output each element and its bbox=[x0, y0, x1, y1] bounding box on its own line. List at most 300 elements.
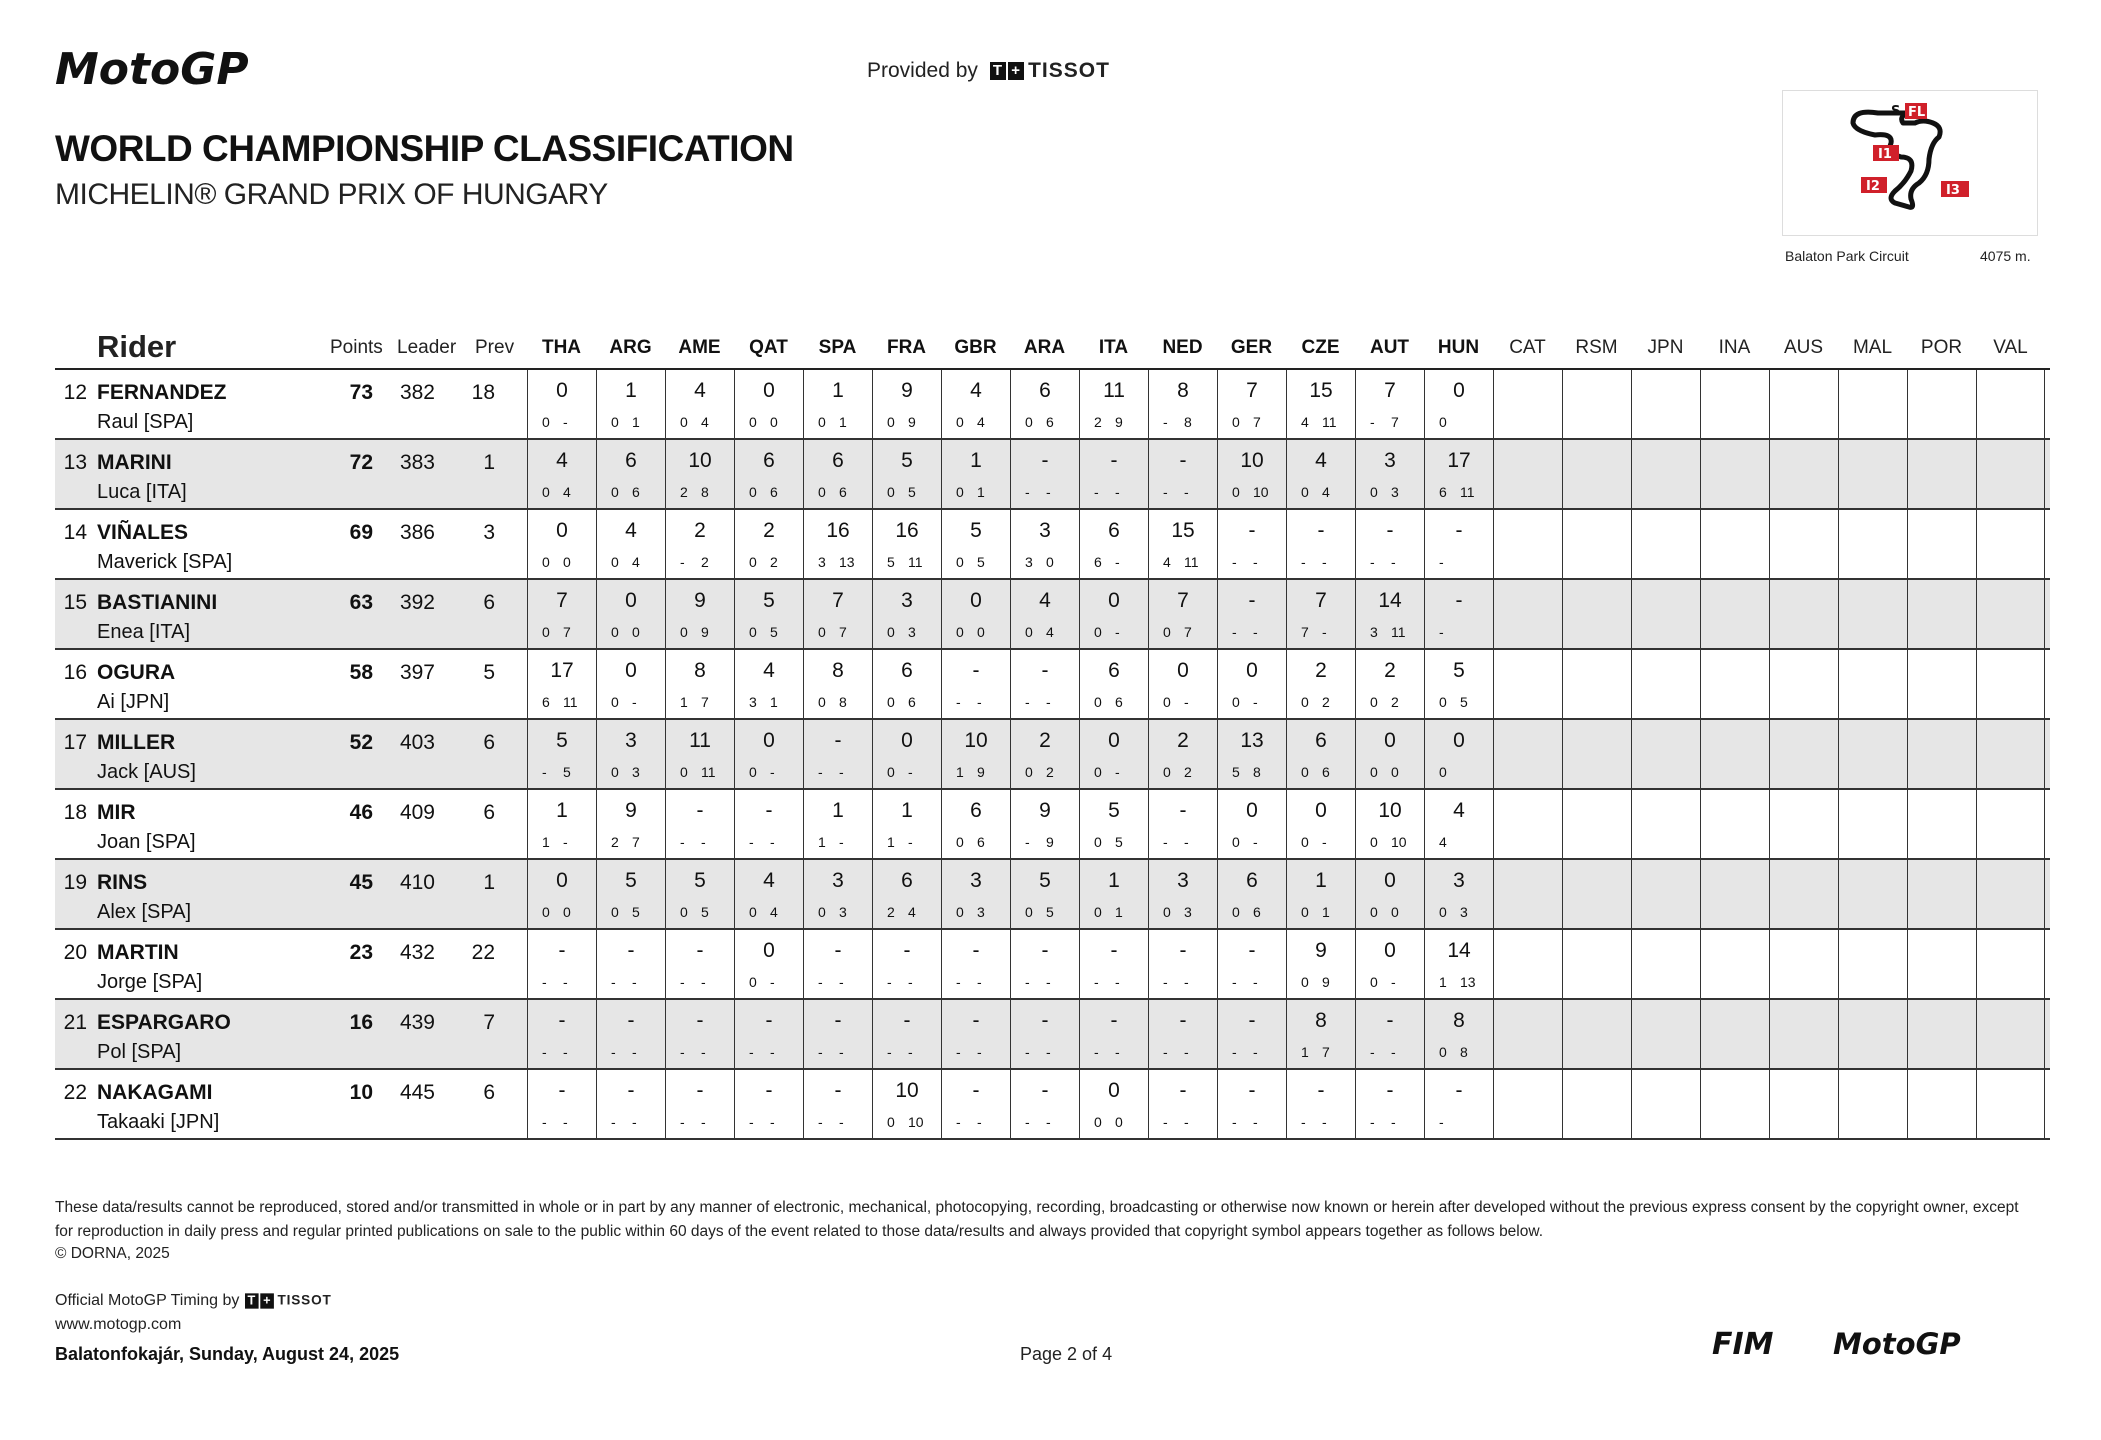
sprint-points: 4 bbox=[1301, 414, 1309, 430]
table-row bbox=[55, 720, 2050, 790]
race-cell-arg bbox=[596, 440, 665, 508]
race-points: - bbox=[1041, 659, 1049, 682]
race-only-points: - bbox=[632, 694, 637, 710]
race-points: 3 bbox=[832, 869, 844, 892]
race-cell-aus bbox=[1769, 930, 1838, 998]
race-points: 3 bbox=[1384, 449, 1396, 472]
race-only-points: 2 bbox=[701, 554, 709, 570]
race-only-points: 5 bbox=[563, 764, 571, 780]
race-only-points: - bbox=[1322, 834, 1327, 850]
race-points: 1 bbox=[1108, 869, 1120, 892]
race-cell-tha bbox=[527, 860, 596, 928]
rider-gap-leader: 403 bbox=[399, 731, 435, 754]
race-only-points: - bbox=[1391, 554, 1396, 570]
sprint-points: 0 bbox=[749, 904, 757, 920]
tissot-logo bbox=[990, 59, 1110, 83]
sprint-points: - bbox=[680, 974, 685, 990]
sprint-points: 0 bbox=[749, 764, 757, 780]
race-only-points: 6 bbox=[1115, 694, 1123, 710]
race-cell-arg bbox=[596, 580, 665, 648]
race-cell-gbr bbox=[941, 370, 1010, 438]
rider-gap-prev: 6 bbox=[483, 1081, 495, 1104]
race-cell-ger bbox=[1217, 930, 1286, 998]
race-only-points: 4 bbox=[770, 904, 778, 920]
motogp-logo-text: MotoGP bbox=[55, 44, 249, 94]
race-points: 1 bbox=[625, 379, 637, 402]
sprint-points: 6 bbox=[1439, 484, 1447, 500]
race-cell-ame bbox=[665, 930, 734, 998]
race-cell-ger bbox=[1217, 510, 1286, 578]
race-points: 9 bbox=[901, 379, 913, 402]
rider-points: 45 bbox=[349, 871, 373, 894]
race-cell-arg bbox=[596, 510, 665, 578]
race-cell-rsm bbox=[1562, 580, 1631, 648]
rider-gap-leader: 432 bbox=[399, 941, 435, 964]
rider-gap-prev: 7 bbox=[483, 1011, 495, 1034]
race-cell-hun bbox=[1424, 860, 1493, 928]
race-cell-mal bbox=[1838, 860, 1907, 928]
rider-firstname: Takaaki [JPN] bbox=[97, 1111, 220, 1133]
rider-points: 63 bbox=[349, 591, 373, 614]
race-points: - bbox=[834, 1009, 842, 1032]
rider-points: 10 bbox=[349, 1081, 373, 1104]
race-only-points: - bbox=[701, 1044, 706, 1060]
rider-points: 73 bbox=[349, 381, 373, 404]
sprint-points: - bbox=[1025, 1114, 1030, 1130]
race-points: - bbox=[1041, 1009, 1049, 1032]
race-cell-rsm bbox=[1562, 650, 1631, 718]
race-cell-aus bbox=[1769, 510, 1838, 578]
rider-gap-prev: 1 bbox=[483, 451, 495, 474]
race-cell-rsm bbox=[1562, 930, 1631, 998]
sprint-points: 0 bbox=[1301, 764, 1309, 780]
race-points: 6 bbox=[1039, 379, 1051, 402]
race-only-points: 10 bbox=[1253, 484, 1269, 500]
race-cell-gbr bbox=[941, 650, 1010, 718]
race-cell-fra bbox=[872, 720, 941, 788]
sprint-points: - bbox=[542, 1044, 547, 1060]
race-cell-aut bbox=[1355, 440, 1424, 508]
race-cell-qat bbox=[734, 790, 803, 858]
race-only-points: 11 bbox=[908, 554, 923, 570]
race-only-points: - bbox=[770, 1114, 775, 1130]
sprint-points: 0 bbox=[818, 904, 826, 920]
race-cell-hun bbox=[1424, 440, 1493, 508]
race-points: - bbox=[765, 799, 773, 822]
header-race-ame: AME bbox=[678, 337, 721, 358]
race-cell-rsm bbox=[1562, 790, 1631, 858]
race-points: - bbox=[1455, 589, 1463, 612]
race-points: - bbox=[1386, 519, 1394, 542]
sprint-points: 0 bbox=[1094, 624, 1102, 640]
race-points: - bbox=[1317, 519, 1325, 542]
race-cell-aut bbox=[1355, 650, 1424, 718]
rider-gap-leader: 439 bbox=[399, 1011, 435, 1034]
race-only-points: 6 bbox=[908, 694, 916, 710]
rider-surname: MARINI bbox=[97, 451, 172, 474]
sprint-points: - bbox=[1370, 414, 1375, 430]
race-only-points: 2 bbox=[770, 554, 778, 570]
race-cell-ita bbox=[1079, 1070, 1148, 1138]
race-points: 0 bbox=[1453, 379, 1465, 402]
race-points: - bbox=[558, 939, 566, 962]
race-points: - bbox=[1110, 1009, 1118, 1032]
race-cell-mal bbox=[1838, 510, 1907, 578]
race-only-points: - bbox=[1253, 1044, 1258, 1060]
race-cell-ara bbox=[1010, 860, 1079, 928]
header-race-ara: ARA bbox=[1023, 337, 1066, 358]
race-cell-ita bbox=[1079, 1000, 1148, 1068]
circuit-label-s: S bbox=[1891, 104, 1901, 119]
race-only-points: 0 bbox=[770, 414, 778, 430]
race-cell-ame bbox=[665, 650, 734, 718]
sprint-points: - bbox=[887, 974, 892, 990]
race-only-points: 7 bbox=[563, 624, 571, 640]
race-cell-rsm bbox=[1562, 510, 1631, 578]
race-points: 6 bbox=[763, 449, 775, 472]
race-cell-spa bbox=[803, 790, 872, 858]
race-cell-jpn bbox=[1631, 720, 1700, 788]
sprint-points: - bbox=[818, 1044, 823, 1060]
race-cell-mal bbox=[1838, 650, 1907, 718]
sprint-points: 4 bbox=[1163, 554, 1171, 570]
table-row bbox=[55, 1000, 2050, 1070]
sprint-points: 0 bbox=[887, 764, 895, 780]
race-cell-fra bbox=[872, 930, 941, 998]
race-cell-tha bbox=[527, 650, 596, 718]
header-race-qat: QAT bbox=[749, 337, 788, 358]
rider-surname: MIR bbox=[97, 801, 136, 824]
race-points: 1 bbox=[556, 799, 568, 822]
sprint-points: - bbox=[1025, 834, 1030, 850]
race-cell-ina bbox=[1700, 580, 1769, 648]
sprint-points: - bbox=[956, 694, 961, 710]
race-points: 0 bbox=[763, 939, 775, 962]
race-only-points: 1 bbox=[1115, 904, 1123, 920]
race-only-points: - bbox=[1184, 484, 1189, 500]
table-header bbox=[55, 326, 2050, 370]
race-cell-aus bbox=[1769, 1070, 1838, 1138]
race-only-points: 3 bbox=[977, 904, 985, 920]
sprint-points: 0 bbox=[1094, 1114, 1102, 1130]
rider-firstname: Ai [JPN] bbox=[97, 691, 170, 713]
race-cell-fra bbox=[872, 650, 941, 718]
race-points: 2 bbox=[1177, 729, 1189, 752]
sprint-points: 0 bbox=[1025, 904, 1033, 920]
race-cell-val bbox=[1976, 370, 2045, 438]
race-cell-hun bbox=[1424, 650, 1493, 718]
race-points: 0 bbox=[1246, 799, 1258, 822]
race-only-points: 5 bbox=[701, 904, 709, 920]
race-only-points: 11 bbox=[701, 764, 716, 780]
race-cell-cat bbox=[1493, 370, 1562, 438]
sprint-points: 0 bbox=[542, 624, 550, 640]
race-cell-aus bbox=[1769, 650, 1838, 718]
race-cell-ita bbox=[1079, 790, 1148, 858]
header-points: Points bbox=[330, 337, 383, 358]
race-cell-cze bbox=[1286, 650, 1355, 718]
race-cell-qat bbox=[734, 580, 803, 648]
race-points: - bbox=[1386, 1009, 1394, 1032]
race-cell-jpn bbox=[1631, 580, 1700, 648]
race-only-points: - bbox=[563, 834, 568, 850]
race-only-points: 0 bbox=[1115, 1114, 1123, 1130]
race-only-points: - bbox=[908, 834, 913, 850]
race-only-points: 7 bbox=[1253, 414, 1261, 430]
race-points: 0 bbox=[1384, 939, 1396, 962]
sprint-points: 0 bbox=[542, 904, 550, 920]
race-only-points: - bbox=[1322, 554, 1327, 570]
race-cell-por bbox=[1907, 1000, 1976, 1068]
race-only-points: 10 bbox=[1391, 834, 1407, 850]
race-cell-ned bbox=[1148, 440, 1217, 508]
race-points: 1 bbox=[970, 449, 982, 472]
race-cell-jpn bbox=[1631, 1000, 1700, 1068]
website-link[interactable]: www.motogp.com bbox=[55, 1316, 182, 1333]
race-cell-jpn bbox=[1631, 1070, 1700, 1138]
sprint-points: 3 bbox=[1370, 624, 1378, 640]
race-only-points: - bbox=[839, 834, 844, 850]
race-points: 14 bbox=[1447, 939, 1471, 962]
rider-surname: MARTIN bbox=[97, 941, 179, 964]
race-only-points: 3 bbox=[1460, 904, 1468, 920]
race-cell-ned bbox=[1148, 790, 1217, 858]
race-points: - bbox=[903, 939, 911, 962]
tissot-t-icon: T bbox=[990, 62, 1006, 80]
header-leader: Leader bbox=[397, 337, 457, 358]
race-cell-arg bbox=[596, 1000, 665, 1068]
race-points: 6 bbox=[901, 869, 913, 892]
rider-position: 17 bbox=[63, 731, 87, 754]
race-only-points: 1 bbox=[839, 414, 847, 430]
rider-points: 69 bbox=[349, 521, 373, 544]
race-only-points: - bbox=[1115, 484, 1120, 500]
sprint-points: - bbox=[1025, 694, 1030, 710]
race-only-points: 8 bbox=[701, 484, 709, 500]
race-points: - bbox=[1248, 939, 1256, 962]
race-points: 11 bbox=[689, 729, 711, 752]
race-points: 7 bbox=[1384, 379, 1396, 402]
rider-position: 12 bbox=[63, 381, 87, 404]
race-only-points: - bbox=[977, 694, 982, 710]
race-cell-ned bbox=[1148, 930, 1217, 998]
race-cell-ame bbox=[665, 370, 734, 438]
race-cell-ara bbox=[1010, 720, 1079, 788]
race-points: 9 bbox=[1039, 799, 1051, 822]
race-cell-qat bbox=[734, 440, 803, 508]
race-points: 2 bbox=[1039, 729, 1051, 752]
race-cell-cat bbox=[1493, 580, 1562, 648]
race-cell-aut bbox=[1355, 860, 1424, 928]
sprint-points: 0 bbox=[1163, 694, 1171, 710]
race-points: 1 bbox=[832, 799, 844, 822]
race-cell-rsm bbox=[1562, 860, 1631, 928]
race-cell-hun bbox=[1424, 790, 1493, 858]
rider-position: 21 bbox=[63, 1011, 87, 1034]
race-points: 10 bbox=[688, 449, 712, 472]
race-cell-cze bbox=[1286, 860, 1355, 928]
sprint-points: - bbox=[611, 1044, 616, 1060]
sprint-points: - bbox=[887, 1044, 892, 1060]
race-cell-cat bbox=[1493, 1000, 1562, 1068]
race-cell-cat bbox=[1493, 930, 1562, 998]
sprint-points: 0 bbox=[542, 554, 550, 570]
race-cell-fra bbox=[872, 790, 941, 858]
sprint-points: 0 bbox=[749, 414, 757, 430]
race-cell-tha bbox=[527, 790, 596, 858]
sprint-points: - bbox=[1232, 974, 1237, 990]
race-cell-cze bbox=[1286, 440, 1355, 508]
race-only-points: - bbox=[977, 1044, 982, 1060]
table-row bbox=[55, 930, 2050, 1000]
motogp-footer-logo-text: MotoGP bbox=[1833, 1327, 1961, 1360]
race-only-points: 0 bbox=[563, 554, 571, 570]
race-only-points: - bbox=[701, 834, 706, 850]
race-only-points: 7 bbox=[1184, 624, 1192, 640]
sprint-points: 0 bbox=[1301, 484, 1309, 500]
sprint-points: - bbox=[1094, 484, 1099, 500]
sprint-points: 0 bbox=[887, 1114, 895, 1130]
header-prev: Prev bbox=[475, 337, 515, 358]
race-cell-mal bbox=[1838, 930, 1907, 998]
race-points: 16 bbox=[895, 519, 919, 542]
rider-position: 18 bbox=[63, 801, 87, 824]
rider-gap-prev: 22 bbox=[471, 941, 495, 964]
sprint-points: - bbox=[956, 1044, 961, 1060]
header-race-spa: SPA bbox=[818, 337, 857, 358]
rider-gap-leader: 409 bbox=[399, 801, 435, 824]
race-points: 8 bbox=[832, 659, 844, 682]
race-cell-gbr bbox=[941, 860, 1010, 928]
race-cell-ger bbox=[1217, 580, 1286, 648]
race-cell-ned bbox=[1148, 1000, 1217, 1068]
sprint-points: 0 bbox=[749, 484, 757, 500]
race-only-points: - bbox=[632, 1044, 637, 1060]
sprint-points: 0 bbox=[1094, 764, 1102, 780]
race-only-points: - bbox=[839, 1044, 844, 1060]
race-cell-gbr bbox=[941, 930, 1010, 998]
race-points: - bbox=[834, 939, 842, 962]
race-cell-spa bbox=[803, 440, 872, 508]
race-points: - bbox=[1455, 1079, 1463, 1102]
race-cell-fra bbox=[872, 580, 941, 648]
race-cell-rsm bbox=[1562, 1000, 1631, 1068]
page-title: WORLD CHAMPIONSHIP CLASSIFICATION bbox=[55, 128, 794, 169]
rider-firstname: Maverick [SPA] bbox=[97, 551, 233, 573]
race-cell-jpn bbox=[1631, 510, 1700, 578]
race-points: 7 bbox=[832, 589, 844, 612]
race-points: - bbox=[1041, 1079, 1049, 1102]
race-only-points: 7 bbox=[1322, 1044, 1330, 1060]
sprint-points: 0 bbox=[680, 414, 688, 430]
race-points: - bbox=[1179, 1079, 1187, 1102]
race-points: 6 bbox=[970, 799, 982, 822]
race-points: 6 bbox=[1108, 659, 1120, 682]
rider-points: 52 bbox=[349, 731, 373, 754]
sprint-points: - bbox=[818, 974, 823, 990]
sprint-points: - bbox=[611, 974, 616, 990]
header-race-cat: CAT bbox=[1509, 337, 1546, 358]
sprint-points: - bbox=[818, 764, 823, 780]
race-points: - bbox=[834, 729, 842, 752]
header-race-arg: ARG bbox=[609, 337, 652, 358]
race-cell-cze bbox=[1286, 580, 1355, 648]
race-cell-qat bbox=[734, 930, 803, 998]
race-only-points: - bbox=[1253, 974, 1258, 990]
race-points: 4 bbox=[1315, 449, 1327, 472]
sprint-points: - bbox=[1163, 834, 1168, 850]
race-points: 5 bbox=[901, 449, 913, 472]
race-cell-cat bbox=[1493, 860, 1562, 928]
race-only-points: - bbox=[908, 764, 913, 780]
race-cell-val bbox=[1976, 580, 2045, 648]
race-points: 0 bbox=[556, 519, 568, 542]
timing-label: Official MotoGP Timing by bbox=[55, 1292, 240, 1309]
race-cell-arg bbox=[596, 1070, 665, 1138]
race-only-points: 6 bbox=[1322, 764, 1330, 780]
race-only-points: - bbox=[1115, 624, 1120, 640]
tissot-wordmark: TISSOT bbox=[1028, 59, 1110, 82]
race-cell-aut bbox=[1355, 1070, 1424, 1138]
race-cell-por bbox=[1907, 860, 1976, 928]
rider-position: 22 bbox=[63, 1081, 87, 1104]
header-rider: Rider bbox=[97, 329, 177, 364]
race-cell-ina bbox=[1700, 790, 1769, 858]
sprint-points: - bbox=[1025, 484, 1030, 500]
race-cell-mal bbox=[1838, 720, 1907, 788]
sprint-points: 0 bbox=[818, 414, 826, 430]
race-cell-ger bbox=[1217, 860, 1286, 928]
race-only-points: 3 bbox=[839, 904, 847, 920]
race-cell-val bbox=[1976, 720, 2045, 788]
sprint-points: 0 bbox=[542, 414, 550, 430]
race-cell-ara bbox=[1010, 440, 1079, 508]
sprint-points: 3 bbox=[818, 554, 826, 570]
race-cell-spa bbox=[803, 720, 872, 788]
race-only-points: 6 bbox=[977, 834, 985, 850]
race-only-points: - bbox=[770, 834, 775, 850]
rider-surname: OGURA bbox=[97, 661, 176, 684]
race-points: 17 bbox=[1447, 449, 1471, 472]
race-cell-ita bbox=[1079, 370, 1148, 438]
sprint-points: 0 bbox=[818, 624, 826, 640]
race-cell-val bbox=[1976, 790, 2045, 858]
sprint-points: 6 bbox=[542, 694, 550, 710]
race-only-points: - bbox=[1391, 1114, 1396, 1130]
table-row bbox=[55, 650, 2050, 720]
race-cell-ina bbox=[1700, 370, 1769, 438]
sprint-points: 0 bbox=[1232, 484, 1240, 500]
rider-position: 20 bbox=[63, 941, 87, 964]
race-only-points: 4 bbox=[977, 414, 985, 430]
race-cell-qat bbox=[734, 720, 803, 788]
race-cell-cat bbox=[1493, 720, 1562, 788]
sprint-points: 0 bbox=[1370, 484, 1378, 500]
race-only-points: 7 bbox=[839, 624, 847, 640]
race-cell-ita bbox=[1079, 720, 1148, 788]
sprint-points: 0 bbox=[1232, 414, 1240, 430]
race-points: 7 bbox=[556, 589, 568, 612]
sprint-points: 1 bbox=[680, 694, 688, 710]
rider-position: 15 bbox=[63, 591, 87, 614]
sprint-points: 1 bbox=[1301, 1044, 1309, 1060]
race-cell-por bbox=[1907, 650, 1976, 718]
race-cell-aus bbox=[1769, 1000, 1838, 1068]
sprint-points: 0 bbox=[749, 624, 757, 640]
race-points: 0 bbox=[1108, 729, 1120, 752]
race-only-points: - bbox=[563, 1114, 568, 1130]
header-race-mal: MAL bbox=[1852, 337, 1893, 358]
